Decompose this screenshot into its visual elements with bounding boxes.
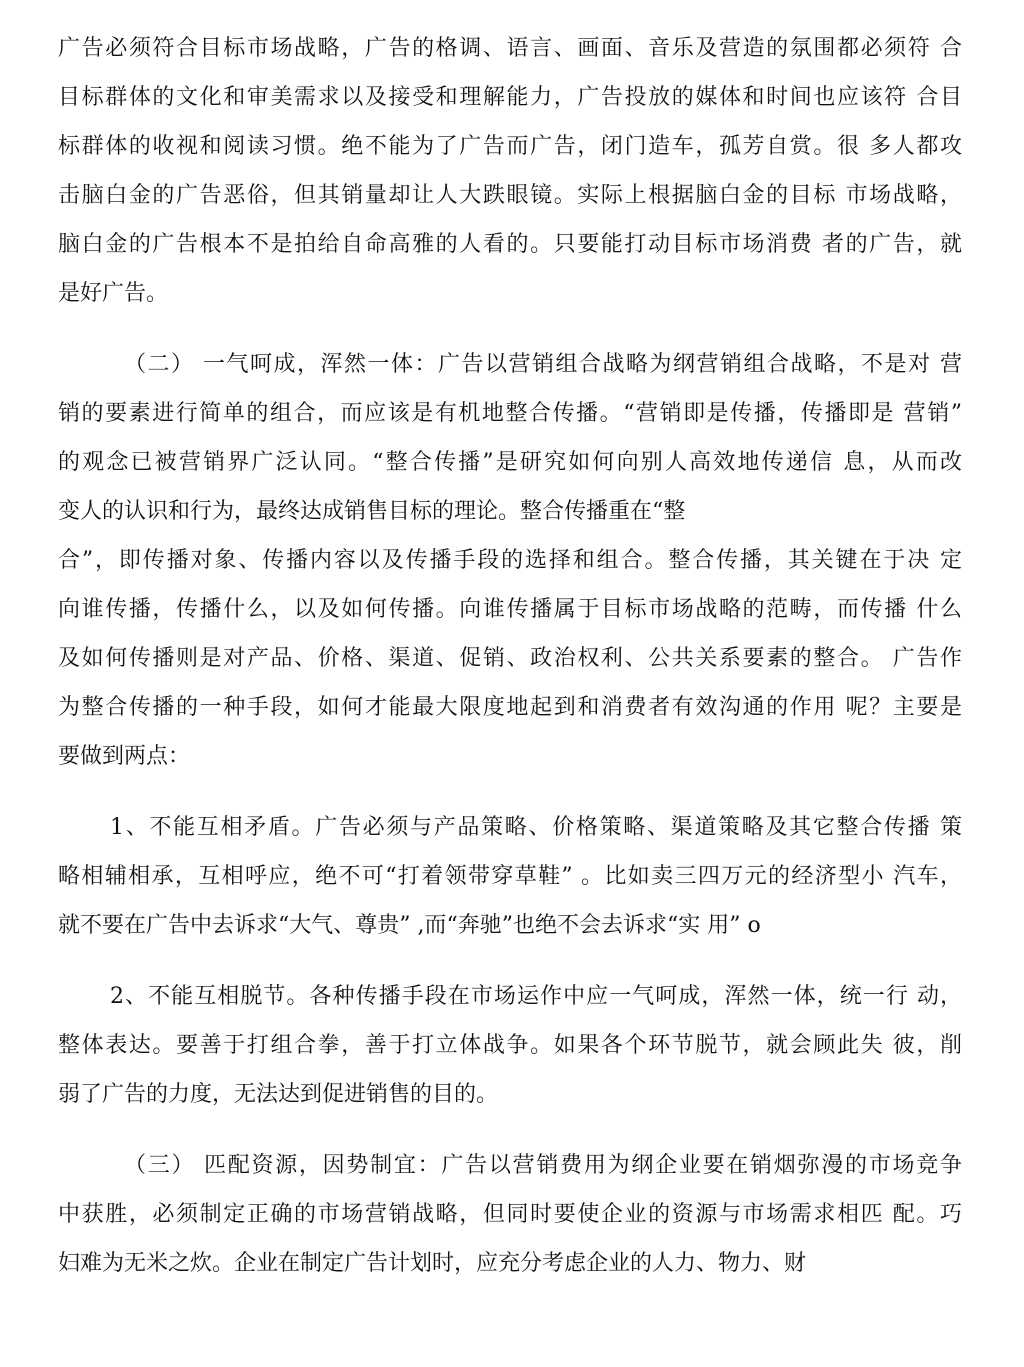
text-line: 目标群体的文化和审美需求以及接受和理解能力，广告投放的媒体和时间也应该符 合目 [58, 85, 962, 110]
text-line: 击脑白金的广告恶俗，但其销量却让人大跌眼镜。实际上根据脑白金的目标 市场战略， [58, 183, 962, 208]
text-line: 整体表达。要善于打组合拳，善于打立体战争。如果各个环节脱节，就会顾此失 彼，削 [58, 1033, 962, 1058]
text-line: 变人的认识和行为，最终达成销售目标的理论。整合传播重在“整 [58, 499, 686, 524]
paragraph-1 [58, 24, 962, 318]
text-line: 略相辅相承，互相呼应，绝不可“打着领带穿草鞋” 。比如卖三四万元的经济型小 汽车， [58, 864, 962, 889]
text-line: 中获胜，必须制定正确的市场营销战略，但同时要使企业的资源与市场需求相匹 配。巧 [58, 1202, 962, 1227]
section-heading-line: （三） 匹配资源，因势制宜：广告以营销费用为纲企业要在销烟弥漫的市场竞争 [124, 1153, 962, 1178]
text-line: 及如何传播则是对产品、价格、渠道、促销、政治权利、公共关系要素的整合。 广告作 [58, 646, 962, 671]
document-page [58, 24, 962, 1288]
text-line: 合”，即传播对象、传播内容以及传播手段的选择和组合。整合传播，其关键在于决 定 [58, 548, 962, 573]
section-heading-line: （二） 一气呵成，浑然一体：广告以营销组合战略为纲营销组合战略，不是对 营 [124, 352, 962, 377]
paragraph-5 [58, 1141, 962, 1288]
text-line: 广告必须符合目标市场战略，广告的格调、语言、画面、音乐及营造的氛围都必须符 合 [58, 36, 962, 61]
text-line: 销的要素进行简单的组合，而应该是有机地整合传播。“营销即是传播，传播即是 营销” [58, 401, 962, 426]
paragraph-3 [58, 803, 962, 950]
paragraph-4 [58, 972, 962, 1119]
text-line: 要做到两点： [58, 744, 191, 769]
list-item-line: 1、不能互相矛盾。广告必须与产品策略、价格策略、渠道策略及其它整合传播 策 [110, 815, 962, 840]
text-line: 是好广告。 [58, 281, 169, 306]
text-line: 就不要在广告中去诉求“大气、尊贵” ,而“奔驰”也绝不会去诉求“实 用” o [58, 913, 761, 938]
text-line: 弱了广告的力度，无法达到促进销售的目的。 [58, 1082, 499, 1107]
text-line: 的观念已被营销界广泛认同。“整合传播”是研究如何向别人高效地传递信 息，从而改 [58, 450, 962, 475]
text-line: 标群体的收视和阅读习惯。绝不能为了广告而广告，闭门造车，孤芳自赏。很 多人都攻 [58, 134, 962, 159]
text-line: 向谁传播，传播什么，以及如何传播。向谁传播属于目标市场战略的范畴，而传播 什么 [58, 597, 962, 622]
text-line: 妇难为无米之炊。企业在制定广告计划时，应充分考虑企业的人力、物力、财 [58, 1251, 807, 1276]
text-line: 为整合传播的一种手段，如何才能最大限度地起到和消费者有效沟通的作用 呢？主要是 [58, 695, 962, 720]
text-line: 脑白金的广告根本不是拍给自命高雅的人看的。只要能打动目标市场消费 者的广告，就 [58, 232, 962, 257]
list-item-line: 2、不能互相脱节。各种传播手段在市场运作中应一气呵成，浑然一体，统一行 动， [110, 984, 962, 1009]
paragraph-2 [58, 340, 962, 781]
